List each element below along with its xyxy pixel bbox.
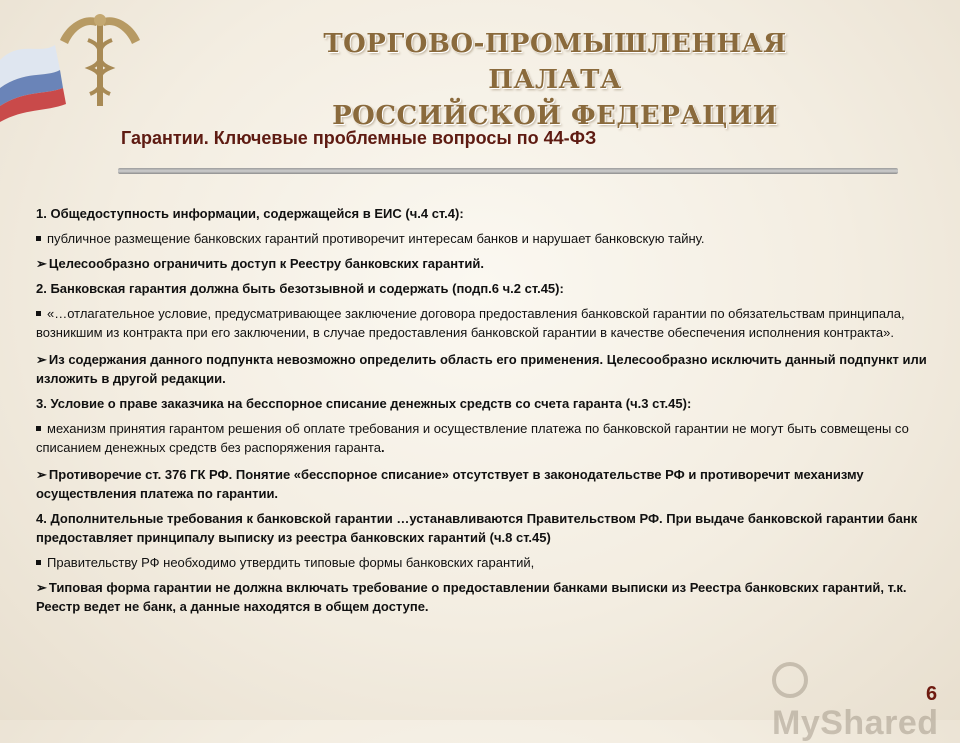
- section-1-bullet: публичное размещение банковских гарантий противоречит интересам банков и нарушает банковскую тайну.: [36, 229, 942, 248]
- chamber-emblem-logo: [0, 0, 180, 130]
- slide-content: [36, 204, 942, 616]
- organization-title-line1: ТОРГОВО-ПРОМЫШЛЕННАЯ ПАЛАТА: [323, 29, 787, 95]
- organization-title-line2: РОССИЙСКОЙ ФЕДЕРАЦИИ: [332, 101, 778, 131]
- title-divider: [118, 168, 898, 174]
- section-2-bullet: «…отлагательное условие, предусматривающее заключение договора предоставления банковской гарантии по обязательствам принципала, возникшим из контракта при его заключении, в случае предоставления банковской гарантии в качестве обеспечения исполнения контракта».: [36, 306, 905, 340]
- section-3-bullet: механизм принятия гарантом решения об оплате требования и осуществление платежа по банковской гарантии не могут быть совмещены со списанием денежных средств без распоряжения гаранта.: [36, 421, 909, 455]
- section-4-heading: 4. Дополнительные требования к банковской гарантии …устанавливаются Правительством РФ. При выдаче банковской гарантии банк предоставляет принципалу выписку из реестра банковских гарантий (ч.8 ст.45): [36, 511, 918, 545]
- section-3-heading: 3. Условие о праве заказчика на бесспорное списание денежных средств со счета гаранта (ч.3 ст.45):: [36, 396, 692, 411]
- section-4-bullet: Правительству РФ необходимо утвердить типовые формы банковских гарантий,: [36, 553, 942, 572]
- organization-title: [300, 26, 810, 134]
- section-1-conclusion: ➢ Целесообразно ограничить доступ к Реестру банковских гарантий.: [36, 256, 485, 271]
- arrow-bullet-icon: ➢: [36, 580, 47, 595]
- arrow-bullet-icon: ➢: [36, 352, 47, 367]
- square-bullet-icon: [36, 236, 41, 241]
- square-bullet-icon: [36, 311, 41, 316]
- square-bullet-icon: [36, 560, 41, 565]
- page-number: 6: [926, 683, 938, 705]
- arrow-bullet-icon: ➢: [36, 256, 47, 271]
- slide-title: Гарантии. Ключевые проблемные вопросы по 44-ФЗ: [121, 128, 597, 148]
- section-1-heading: 1. Общедоступность информации, содержащейся в ЕИС (ч.4 ст.4):: [36, 206, 464, 221]
- square-bullet-icon: [36, 426, 41, 431]
- watermark-logo-icon: [772, 662, 808, 698]
- section-3-conclusion: ➢ Противоречие ст. 376 ГК РФ. Понятие «бесспорное списание» отсутствует в законодательстве РФ и противоречит механизму осуществления платежа по гарантии.: [36, 467, 864, 501]
- section-2-heading: 2. Банковская гарантия должна быть безотзывной и содержать (подп.6 ч.2 ст.45):: [36, 281, 564, 296]
- section-4-conclusion: ➢ Типовая форма гарантии не должна включать требование о предоставлении банками выписки из Реестра банковских гарантий, т.к. Реестр ведет не банк, а данные находятся в общем доступе.: [36, 580, 907, 614]
- arrow-bullet-icon: ➢: [36, 467, 47, 482]
- section-2-conclusion: ➢ Из содержания данного подпункта невозможно определить область его применения. Целесообразно исключить данный подпункт или изложить в другой редакции.: [36, 352, 927, 386]
- watermark: MyShared: [772, 662, 960, 743]
